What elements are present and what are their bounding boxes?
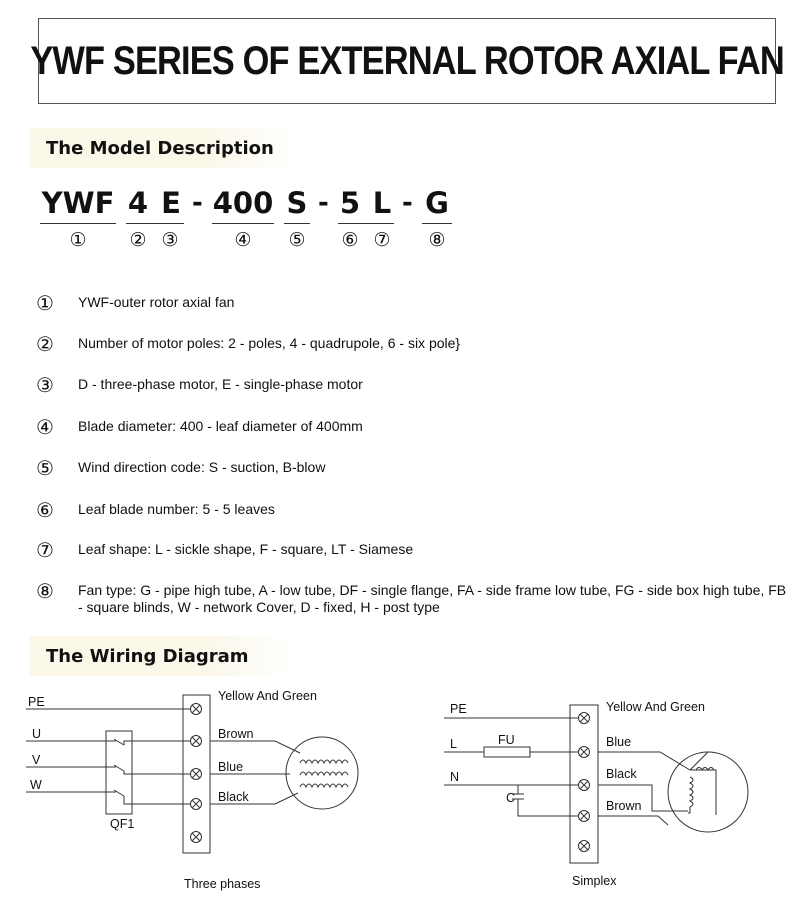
item-number: ① bbox=[36, 291, 54, 315]
code-underline bbox=[126, 223, 184, 224]
code-seg-8: G bbox=[425, 186, 449, 220]
code-num-3: ③ bbox=[161, 229, 179, 251]
code-seg-6: 5 bbox=[339, 186, 361, 220]
model-section-title: The Model Description bbox=[46, 137, 274, 159]
list-item bbox=[36, 291, 792, 315]
input-label: V bbox=[32, 753, 41, 767]
input-label: L bbox=[450, 737, 457, 751]
code-num-1: ① bbox=[69, 229, 87, 251]
terminal-screw bbox=[191, 769, 202, 780]
terminal-screw bbox=[191, 799, 202, 810]
code-dash: - bbox=[192, 188, 203, 218]
wire-color-label: Brown bbox=[218, 727, 254, 741]
code-dash: - bbox=[402, 188, 413, 218]
code-underline bbox=[212, 223, 274, 224]
code-num-4: ④ bbox=[234, 229, 252, 251]
input-label: U bbox=[32, 727, 42, 741]
list-item bbox=[36, 579, 792, 616]
fuse-fu bbox=[484, 747, 530, 757]
diagram-caption: Simplex bbox=[572, 874, 617, 888]
wire-color-label: Blue bbox=[218, 760, 244, 774]
code-seg-5: S bbox=[286, 186, 308, 220]
model-section-heading bbox=[30, 128, 290, 168]
item-number: ⑦ bbox=[36, 538, 54, 562]
item-number: ② bbox=[36, 332, 54, 356]
breaker-label: QF1 bbox=[110, 817, 135, 831]
terminal-screw bbox=[191, 736, 202, 747]
item-number: ④ bbox=[36, 415, 54, 439]
item-text: D - three-phase motor, E - single-phase motor bbox=[78, 376, 363, 392]
terminal-screw bbox=[191, 704, 202, 715]
wire-color-label: Brown bbox=[606, 799, 642, 813]
list-item bbox=[36, 498, 792, 522]
diagram-caption: Three phases bbox=[184, 877, 261, 891]
wire-color-label: Black bbox=[218, 790, 249, 804]
code-seg-7: L bbox=[372, 186, 392, 220]
wire-color-label: Yellow And Green bbox=[218, 689, 317, 703]
terminal-screw bbox=[579, 780, 590, 791]
code-underline bbox=[338, 223, 394, 224]
item-text: Leaf shape: L - sickle shape, F - square, LT - Siamese bbox=[78, 541, 414, 557]
wire-color-label: Blue bbox=[606, 735, 632, 749]
motor-windings bbox=[688, 768, 716, 816]
list-item bbox=[36, 456, 792, 480]
terminal-block bbox=[570, 705, 598, 863]
terminal-screw bbox=[579, 841, 590, 852]
code-seg-1: YWF bbox=[41, 186, 115, 220]
item-number: ⑧ bbox=[36, 579, 54, 603]
code-seg-4: 400 bbox=[212, 186, 274, 220]
code-num-8: ⑧ bbox=[428, 229, 446, 251]
item-number: ⑥ bbox=[36, 498, 54, 522]
item-text: Wind direction code: S - suction, B-blow bbox=[78, 459, 326, 475]
model-code bbox=[0, 186, 800, 256]
capacitor-label: C bbox=[506, 791, 516, 805]
item-text: Blade diameter: 400 - leaf diameter of 400mm bbox=[78, 418, 363, 434]
fuse-label: FU bbox=[498, 733, 515, 747]
code-num-5: ⑤ bbox=[288, 229, 306, 251]
input-label: N bbox=[450, 770, 460, 784]
list-item bbox=[36, 332, 792, 356]
wiring-diagram bbox=[0, 675, 800, 905]
code-underline bbox=[40, 223, 116, 224]
capacitor-c bbox=[512, 785, 578, 816]
title-box bbox=[30, 18, 784, 104]
input-label: PE bbox=[450, 702, 467, 716]
list-item bbox=[36, 538, 792, 562]
item-text: Number of motor poles: 2 - poles, 4 - quadrupole, 6 - six pole} bbox=[78, 335, 461, 351]
list-item bbox=[36, 415, 792, 439]
breaker-qf1 bbox=[106, 731, 132, 814]
item-text: YWF-outer rotor axial fan bbox=[78, 294, 235, 310]
page-title: YWF SERIES OF EXTERNAL ROTOR AXIAL FAN bbox=[30, 38, 784, 83]
code-num-2: ② bbox=[129, 229, 147, 251]
code-seg-3: E bbox=[161, 186, 181, 220]
input-label: PE bbox=[28, 695, 45, 709]
item-text: Fan type: G - pipe high tube, A - low tube, DF - single flange, FA - side frame low tube, FG - side box high tube, FB - square blinds, W - network Cover, D - fixed, H - post type bbox=[78, 582, 787, 615]
wiring-section-heading bbox=[30, 636, 290, 676]
terminal-screw bbox=[191, 832, 202, 843]
item-number: ③ bbox=[36, 373, 54, 397]
code-underline bbox=[284, 223, 310, 224]
code-num-7: ⑦ bbox=[373, 229, 391, 251]
input-label: W bbox=[30, 778, 42, 792]
code-num-6: ⑥ bbox=[341, 229, 359, 251]
terminal-screw bbox=[579, 747, 590, 758]
wire-color-label: Yellow And Green bbox=[606, 700, 705, 714]
wiring-section-title: The Wiring Diagram bbox=[46, 645, 249, 667]
motor-windings bbox=[300, 760, 348, 787]
terminal-screw bbox=[579, 713, 590, 724]
item-text: Leaf blade number: 5 - 5 leaves bbox=[78, 501, 275, 517]
terminal-screw bbox=[579, 811, 590, 822]
motor-1ph bbox=[668, 752, 748, 832]
list-item bbox=[36, 373, 792, 397]
code-underline bbox=[422, 223, 452, 224]
code-dash: - bbox=[318, 188, 329, 218]
code-seg-2: 4 bbox=[127, 186, 149, 220]
item-number: ⑤ bbox=[36, 456, 54, 480]
wire-color-label: Black bbox=[606, 767, 637, 781]
